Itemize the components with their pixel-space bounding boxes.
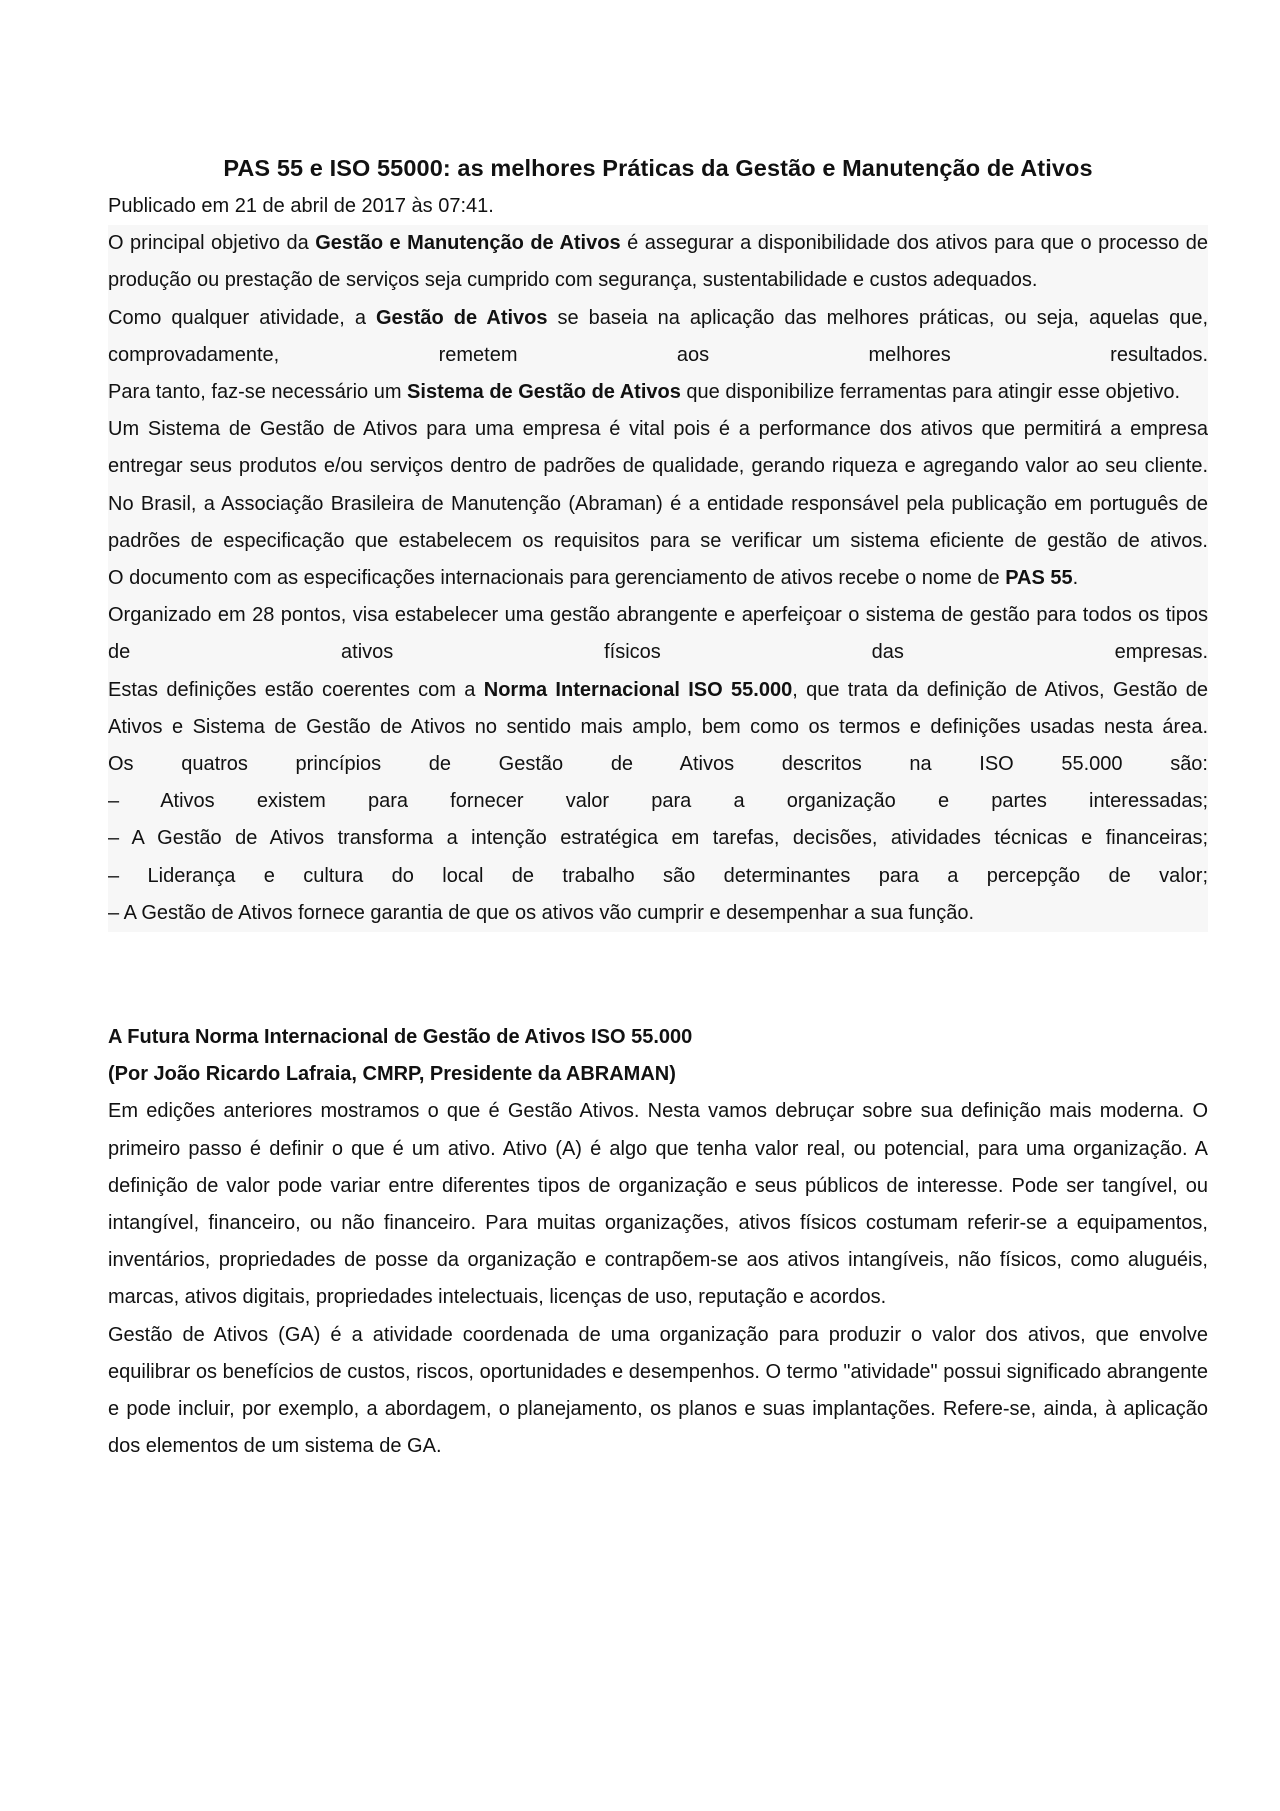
paragraph-objective: O principal objetivo da Gestão e Manutenção de Ativos é assegurar a disponibilidade dos ativos para que o processo de produção ou prestação de serviços seja cumprido com segurança, sustentabilidade e custos adequados.	[108, 232, 1209, 292]
principle-item: – A Gestão de Ativos fornece garantia de que os ativos vão cumprir e desempenhar a sua função.	[108, 901, 975, 924]
paragraph-abraman: No Brasil, a Associação Brasileira de Manutenção (Abraman) é a entidade responsável pela publicação em português de padrões de especificação que estabelecem os requisitos para se verificar um sistema eficiente de gestão de ativos.	[108, 492, 1208, 552]
article-body	[108, 188, 1208, 932]
section-byline: (Por João Ricardo Lafraia, CMRP, Presidente da ABRAMAN)	[108, 1063, 676, 1086]
paragraph-asset-management: Gestão de Ativos (GA) é a atividade coordenada de uma organização para produzir o valor dos ativos, que envolve equilibrar os benefícios de custos, riscos, oportunidades e desempenhos. O termo "atividade" possui significado abrangente e pode incluir, por exemplo, a abordagem, o planejamento, os planos e suas implantações. Refere-se, ainda, à aplicação dos elementos de um sistema de GA.	[108, 1323, 1208, 1458]
publish-date: Publicado em 21 de abril de 2017 às 07:41.	[108, 195, 494, 217]
principle-item: – Ativos existem para fornecer valor para a organização e partes interessadas;	[108, 790, 1208, 813]
section-heading: A Futura Norma Internacional de Gestão de Ativos ISO 55.000	[108, 1026, 693, 1049]
paragraph-vital: Um Sistema de Gestão de Ativos para uma empresa é vital pois é a performance dos ativos que permitirá a empresa entregar seus produtos e/ou serviços dentro de padrões de qualidade, gerando riqueza e agregando valor ao seu cliente.	[108, 418, 1208, 478]
paragraph-system: Para tanto, faz-se necessário um Sistema de Gestão de Ativos que disponibilize ferramentas para atingir esse objetivo.	[108, 381, 1181, 404]
paragraph-principles-intro: Os quatros princípios de Gestão de Ativos descritos na ISO 55.000 são:	[108, 753, 1208, 776]
highlighted-block	[108, 225, 1208, 932]
page-title: PAS 55 e ISO 55000: as melhores Práticas da Gestão e Manutenção de Ativos	[223, 155, 1093, 181]
paragraph-28-points: Organizado em 28 pontos, visa estabelecer uma gestão abrangente e aperfeiçoar o sistema de gestão para todos os tipos de ativos físicos das empresas.	[108, 604, 1208, 664]
paragraph-asset-definition: Em edições anteriores mostramos o que é Gestão Ativos. Nesta vamos debruçar sobre sua definição mais moderna. O primeiro passo é definir o que é um ativo. Ativo (A) é algo que tenha valor real, ou potencial, para uma organização. A definição de valor pode variar entre diferentes tipos de organização e seus públicos de interesse. Pode ser tangível, ou intangível, financeiro, ou não financeiro. Para muitas organizações, ativos físicos costumam referir-se a equipamentos, inventários, propriedades de posse da organização e contrapõem-se aos ativos intangíveis, não físicos, como aluguéis, marcas, ativos digitais, propriedades intelectuais, licenças de uso, reputação e acordos.	[108, 1100, 1208, 1309]
paragraph-pas55: O documento com as especificações internacionais para gerenciamento de ativos recebe o nome de PAS 55.	[108, 567, 1079, 590]
section-iso-55000	[108, 1019, 1208, 1465]
paragraph-iso-55000: Estas definições estão coerentes com a Norma Internacional ISO 55.000, que trata da definição de Ativos, Gestão de Ativos e Sistema de Gestão de Ativos no sentido mais amplo, bem como os termos e definições usadas nesta área.	[108, 678, 1209, 738]
paragraph-best-practices: Como qualquer atividade, a Gestão de Ativos se baseia na aplicação das melhores práticas, ou seja, aquelas que, comprovadamente, remetem aos melhores resultados.	[108, 306, 1208, 366]
principle-item: – A Gestão de Ativos transforma a intenção estratégica em tarefas, decisões, atividades técnicas e financeiras;	[108, 827, 1208, 850]
section-spacer	[108, 932, 1208, 1019]
principle-item: – Liderança e cultura do local de trabalho são determinantes para a percepção de valor;	[108, 864, 1208, 887]
document-page	[108, 148, 1208, 1466]
